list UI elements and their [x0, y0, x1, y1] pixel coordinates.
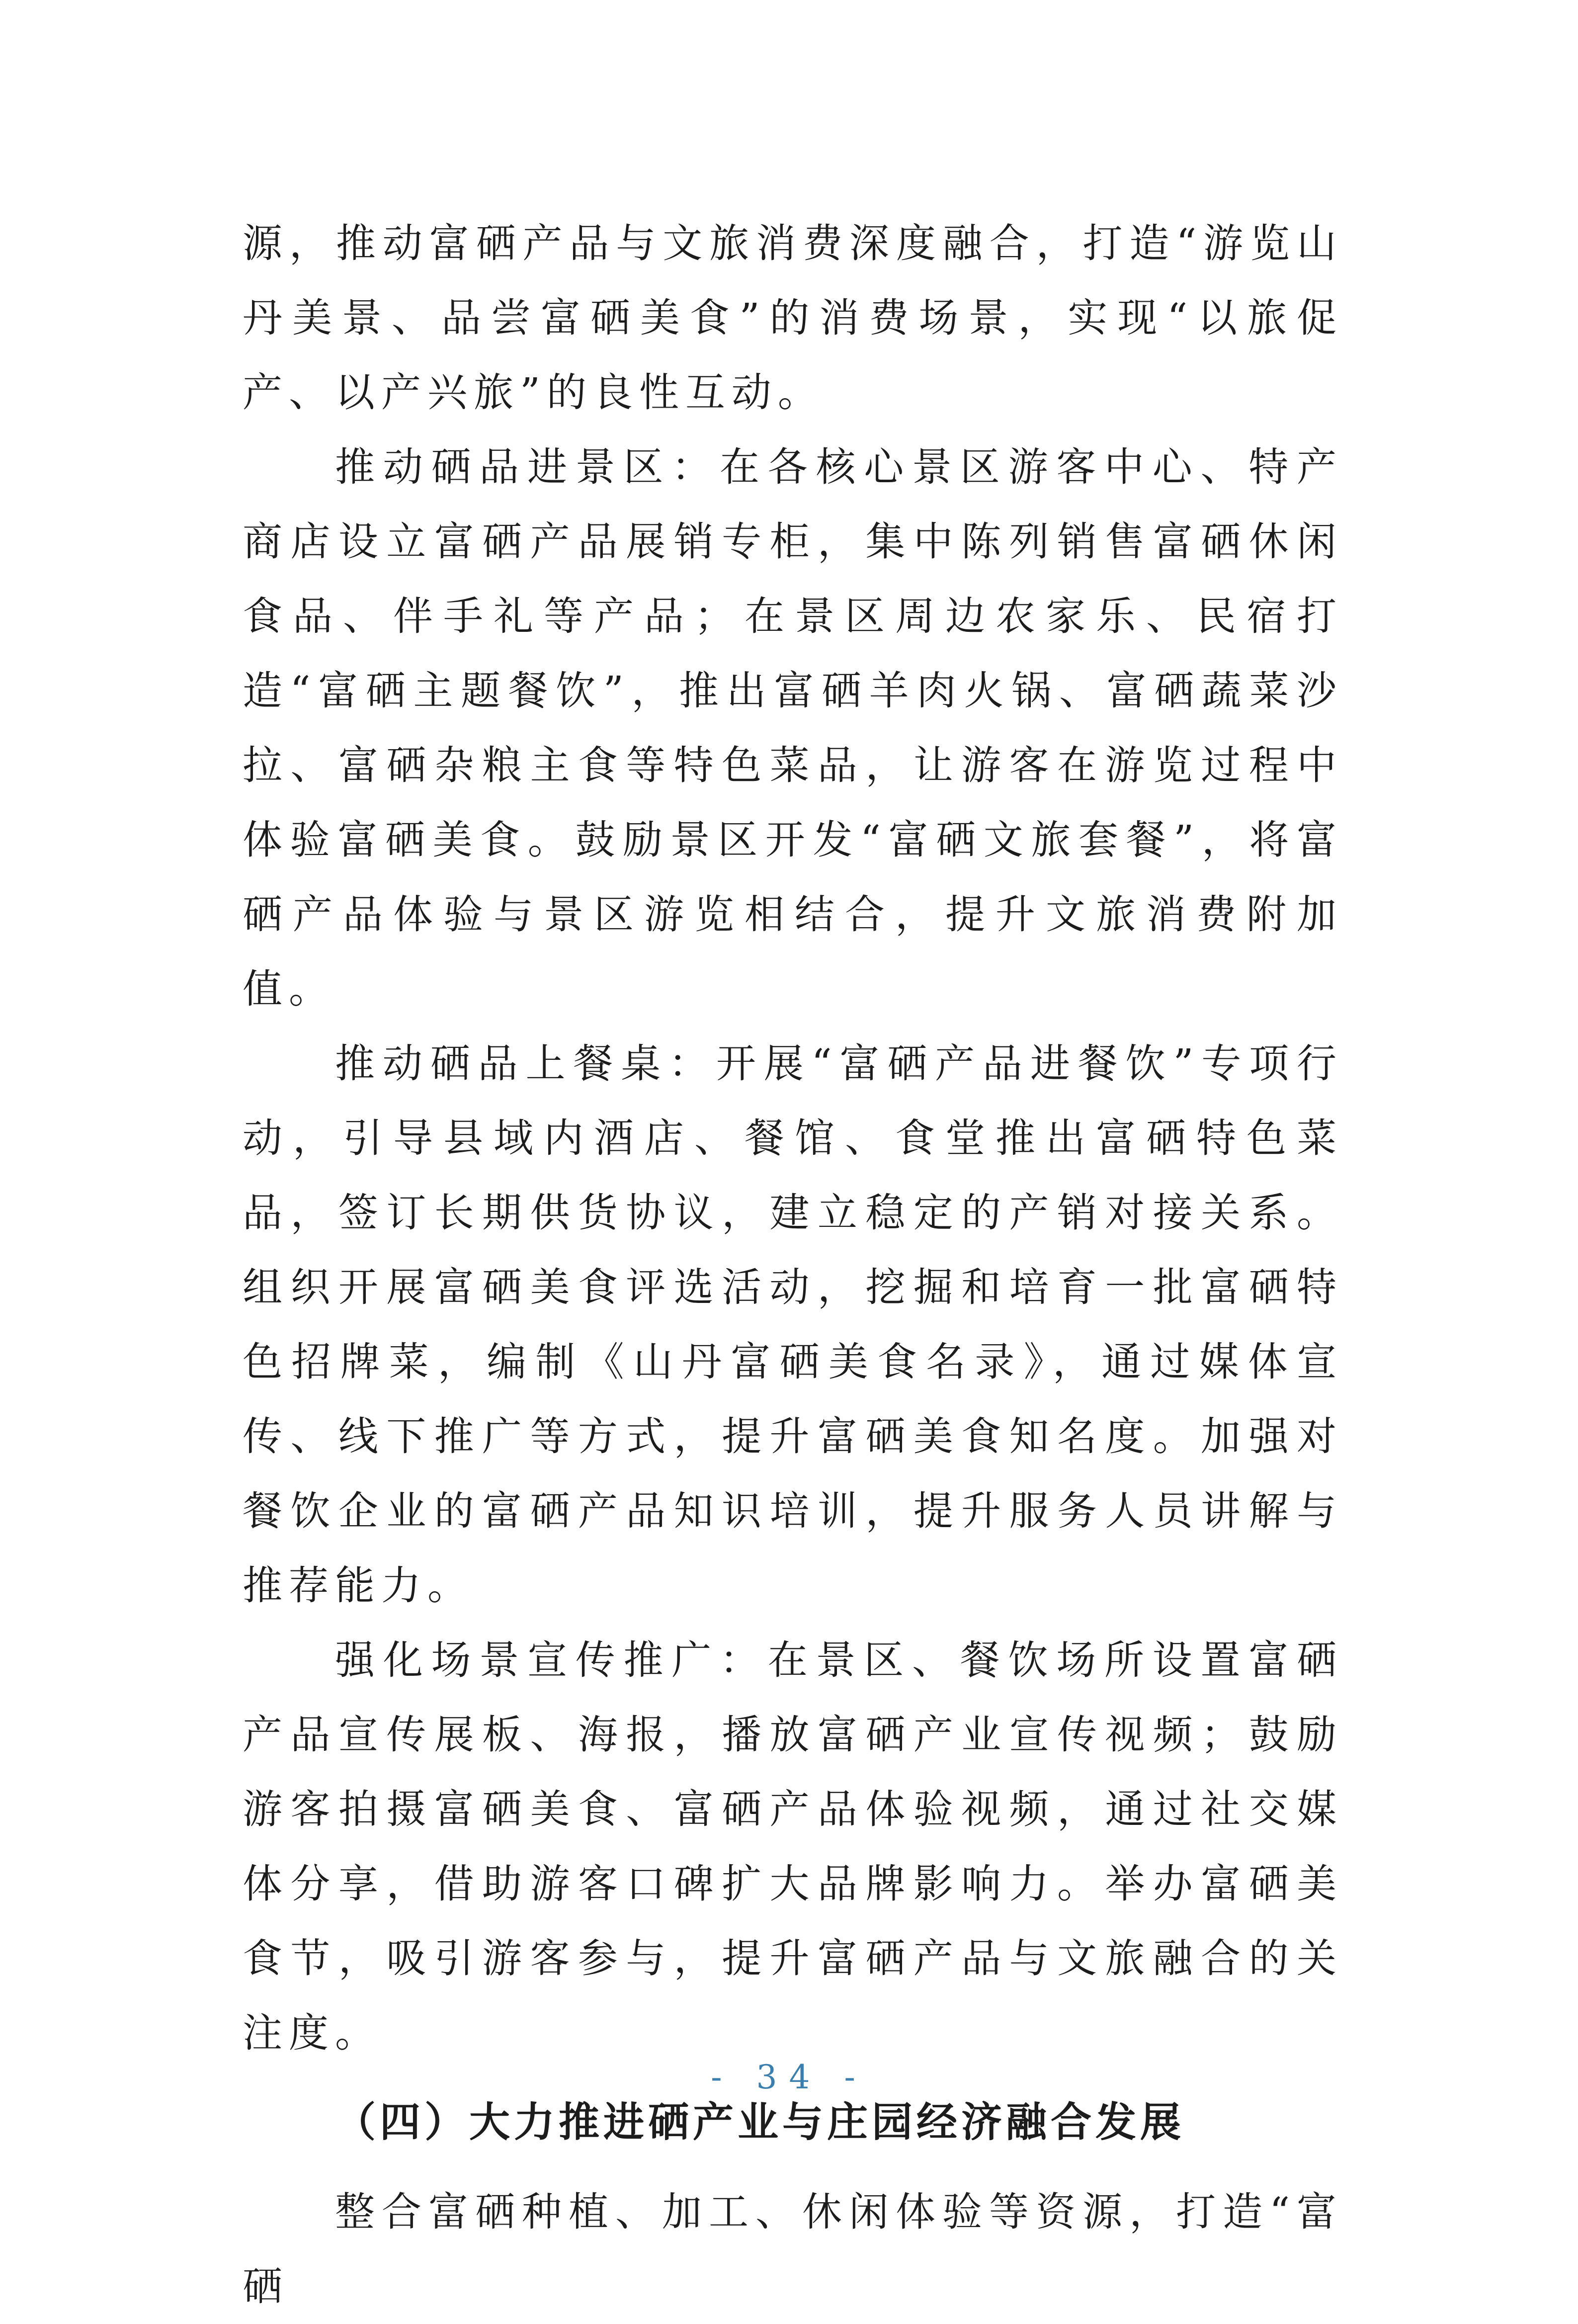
body-text	[243, 206, 1343, 2324]
section-heading: （四）大力推进硒产业与庄园经济融合发展	[335, 2099, 1185, 2146]
page-number: - 34 -	[711, 2058, 867, 2096]
paragraph-dining-table: 推动硒品上餐桌：开展“富硒产品进餐饮”专项行动，引导县域内酒店、餐馆、食堂推出富硒特色菜品，签订长期供货协议，建立稳定的产销对接关系。组织开展富硒美食评选活动，挖掘和培育一批富硒特色招牌菜，编制《山丹富硒美食名录》，通过媒体宣传、线下推广等方式，提升富硒美食知名度。加强对餐饮企业的富硒产品知识培训，提升服务人员讲解与推荐能力。	[243, 1040, 1343, 1609]
paragraph-continued: 源，推动富硒产品与文旅消费深度融合，打造“游览山丹美景、品尝富硒美食”的消费场景，实现“以旅促产、以产兴旅”的良性互动。	[243, 220, 1343, 416]
paragraph-promotion: 强化场景宣传推广：在景区、餐饮场所设置富硒产品宣传展板、海报，播放富硒产业宣传视频；鼓励游客拍摄富硒美食、富硒产品体验视频，通过社交媒体分享，借助游客口碑扩大品牌影响力。举办富硒美食节，吸引游客参与，提升富硒产品与文旅融合的关注度。	[243, 1637, 1343, 2056]
paragraph-scenic-area: 推动硒品进景区：在各核心景区游客中心、特产商店设立富硒产品展销专柜，集中陈列销售富硒休闲食品、伴手礼等产品；在景区周边农家乐、民宿打造“富硒主题餐饮”，推出富硒羊肉火锅、富硒蔬菜沙拉、富硒杂粮主食等特色菜品，让游客在游览过程中体验富硒美食。鼓励景区开发“富硒文旅套餐”，将富硒产品体验与景区游览相结合，提升文旅消费附加值。	[243, 444, 1343, 1012]
paragraph-manor-economy: 整合富硒种植、加工、休闲体验等资源，打造“富硒	[243, 2189, 1343, 2310]
